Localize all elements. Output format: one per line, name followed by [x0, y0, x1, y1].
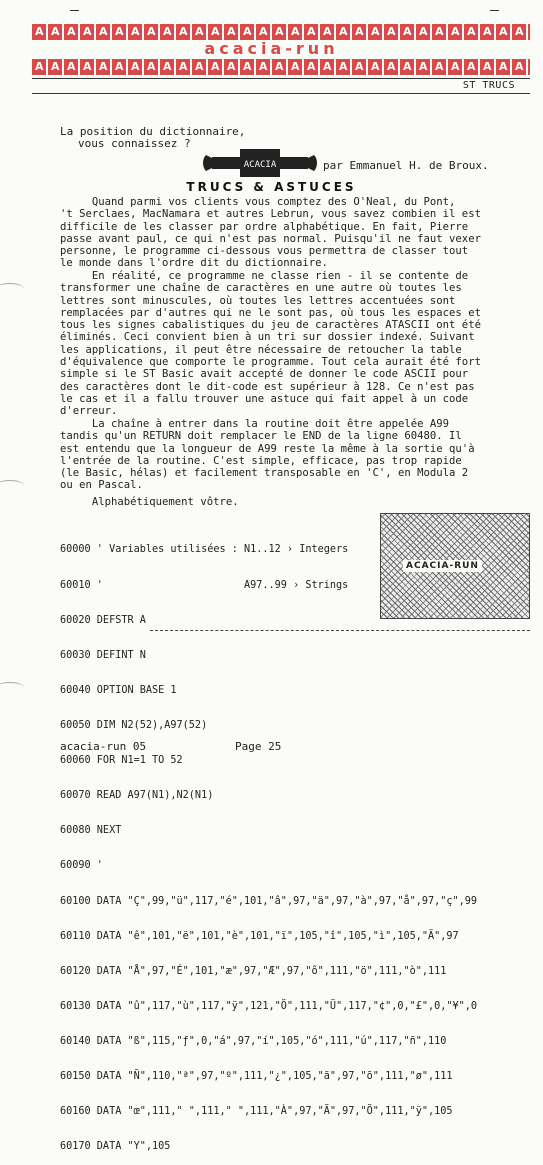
band-motif-icon: A [83, 60, 92, 73]
band-motif-icon: A [275, 60, 284, 73]
band-motif-icon: A [419, 60, 428, 73]
top-tick-right [490, 10, 499, 11]
band-motif-icon: A [467, 60, 476, 73]
header-pattern-band-bottom [32, 59, 540, 75]
code-line: 60070 READ A97(N1),N2(N1) [60, 790, 214, 802]
paragraph-line: éliminés. Ceci convient bien à un tri sur dossier indexé. Suivant [60, 331, 475, 344]
code-line: 60130 DATA "û",117,"ù",117,"ÿ",121,"Ö",111,"Ü",117,"¢",0,"£",0,"¥",0 [60, 1000, 478, 1012]
band-motif-icon: A [179, 60, 188, 73]
paragraph-line: ou en Pascal. [60, 479, 143, 492]
header-rule-bottom [32, 93, 530, 94]
paragraph-line: transformer une chaîne de caractères en une autre où toutes les [60, 282, 462, 295]
listing-separator [150, 630, 530, 631]
wrench-logo-icon [200, 145, 320, 181]
paragraph-line: le cas et il a fallu trouver une astuce qui fait appel à un code [60, 392, 469, 405]
masthead-title: acacia-run [204, 39, 339, 58]
band-motif-icon: A [515, 25, 524, 38]
paragraph-4 [60, 496, 510, 508]
band-motif-icon: A [67, 25, 76, 38]
paragraph-line: En réalité, ce programme ne classe rien - il se contente de [60, 270, 469, 282]
byline: par Emmanuel H. de Broux. [323, 159, 489, 172]
band-motif-icon: A [323, 25, 332, 38]
code-line: 60120 DATA "Å",97,"É",101,"æ",97,"Æ",97,"ô",111,"ö",111,"ò",111 [60, 965, 447, 977]
band-motif-icon: A [243, 60, 252, 73]
band-motif-icon: A [227, 60, 236, 73]
paragraph-2 [60, 270, 510, 418]
paragraph-line: d'équivalence que comporte le programme. Tout cela aurait été fort [60, 356, 481, 369]
band-motif-icon: A [243, 25, 252, 38]
logo-text: ACACIA [243, 160, 277, 170]
band-motif-icon: A [195, 25, 204, 38]
band-motif-icon: A [35, 25, 44, 38]
band-motif-icon: A [99, 25, 108, 38]
code-line: 60110 DATA "ê",101,"ë",101,"è",101,"ï",105,"î",105,"ì",105,"Ä",97 [60, 930, 459, 942]
band-motif-icon: A [355, 25, 364, 38]
code-line: 60170 DATA "Y",105 [60, 1141, 171, 1153]
band-motif-icon: A [307, 25, 316, 38]
paragraph-line: d'erreur. [60, 405, 118, 418]
code-line: 60050 DIM N2(52),A97(52) [60, 719, 208, 731]
band-motif-icon: A [35, 60, 44, 73]
margin-hole-mark [0, 682, 24, 693]
band-motif-icon: A [371, 60, 380, 73]
band-motif-icon: A [259, 60, 268, 73]
code-line: 60040 OPTION BASE 1 [60, 684, 177, 696]
band-motif-icon: A [67, 60, 76, 73]
paragraph-line: 't Serclaes, MacNamara et autres Lebrun, vous savez combien il est [60, 208, 481, 221]
paragraph-line: est entendu que la longueur de A99 reste la même à la sortie qu'à [60, 442, 475, 455]
band-motif-icon: A [131, 25, 140, 38]
paragraph-line: le monde dans l'ordre dit du dictionnaire. [60, 257, 328, 270]
band-motif-icon: A [163, 60, 172, 73]
band-motif-icon: A [339, 25, 348, 38]
paragraph-line: les applications, il peut être nécessaire de retoucher la table [60, 343, 462, 356]
band-motif-icon: A [419, 25, 428, 38]
band-motif-icon: A [435, 25, 444, 38]
band-motif-icon: A [451, 25, 460, 38]
paragraph-line: Quand parmi vos clients vous comptez des O'Neal, du Pont, [60, 196, 456, 208]
band-motif-icon: A [435, 60, 444, 73]
paragraph-line: passe avant paul, ce qui n'est pas normal. Puisqu'il ne faut vexer [60, 232, 481, 245]
band-motif-icon: A [275, 25, 284, 38]
band-motif-icon: A [179, 25, 188, 38]
band-motif-icon: A [291, 25, 300, 38]
band-motif-icon: A [147, 25, 156, 38]
band-motif-icon: A [115, 60, 124, 73]
band-motif-icon: A [259, 25, 268, 38]
article-headline: TRUCS & ASTUCES [186, 180, 357, 194]
paragraph-1 [60, 196, 510, 270]
header-rule-top [32, 78, 530, 79]
code-line: 60000 ' Variables utilisées : N1..12 › Integers [60, 544, 349, 556]
code-line: 60010 ' A97..99 › Strings [60, 579, 349, 591]
code-line: 60100 DATA "Ç",99,"ü",117,"é",101,"â",97,"ä",97,"à",97,"å",97,"ç",99 [60, 895, 478, 907]
acacia-run-illustration [380, 513, 530, 619]
illustration-label: ACACIA-RUN [403, 560, 482, 572]
paragraph-line: l'entrée de la routine. C'est simple, efficace, pas trop rapide [60, 454, 462, 467]
paragraph-line: difficile de les classer par ordre alphabétique. En fait, Pierre [60, 220, 469, 233]
band-motif-icon: A [499, 25, 508, 38]
band-motif-icon: A [99, 60, 108, 73]
top-tick-left [70, 10, 79, 11]
band-motif-icon: A [163, 25, 172, 38]
footer-page-number: Page 25 [235, 740, 282, 753]
paragraph-line: remplacées par d'autres qui ne le sont pas, où tous les espaces et [60, 306, 481, 319]
paragraph-line: personne, le programme ci-dessous vous permettra de classer tout [60, 245, 469, 258]
code-line: 60160 DATA "œ",111," ",111," ",111,"À",97,"Ã",97,"Õ",111,"ÿ",105 [60, 1106, 453, 1118]
band-motif-icon: A [483, 25, 492, 38]
margin-hole-mark [0, 480, 24, 491]
paragraph-line: tandis qu'un RETURN doit remplacer le END de la ligne 60480. Il [60, 430, 462, 443]
code-line: 60060 FOR N1=1 TO 52 [60, 755, 183, 767]
band-motif-icon: A [51, 25, 60, 38]
header-pattern-band-top [32, 24, 540, 40]
section-label: ST TRUCS [462, 80, 515, 91]
paragraph-line: La chaîne à entrer dans la routine doit être appelée A99 [60, 418, 450, 430]
code-line: 60090 ' [60, 860, 103, 872]
margin-hole-mark [0, 283, 24, 294]
band-motif-icon: A [499, 60, 508, 73]
band-motif-icon: A [195, 60, 204, 73]
intro-line-2: vous connaissez ? [78, 137, 191, 150]
paragraph-line: (le Basic, hélas) et facilement transposable en 'C', en Modula 2 [60, 467, 469, 480]
band-motif-icon: A [51, 60, 60, 73]
band-motif-icon: A [483, 60, 492, 73]
band-motif-icon: A [531, 25, 540, 38]
band-motif-icon: A [403, 25, 412, 38]
band-motif-icon: A [403, 60, 412, 73]
footer-publication: acacia-run 05 [60, 740, 147, 753]
code-line: 60140 DATA "ß",115,"ƒ",0,"á",97,"í",105,"ó",111,"ú",117,"ñ",110 [60, 1035, 447, 1047]
band-motif-icon: A [291, 60, 300, 73]
code-line: 60080 NEXT [60, 825, 122, 837]
band-motif-icon: A [83, 25, 92, 38]
paragraph-line: Alphabétiquement vôtre. [60, 496, 239, 508]
paragraph-line: lettres sont minuscules, où toutes les lettres accentuées sont [60, 294, 456, 307]
band-motif-icon: A [339, 60, 348, 73]
band-motif-icon: A [387, 25, 396, 38]
band-motif-icon: A [355, 60, 364, 73]
band-motif-icon: A [147, 60, 156, 73]
paragraph-line: des caractères dont le dit-code est supérieur à 128. Ce n'est pas [60, 380, 475, 393]
intro-line-1: La position du dictionnaire, [60, 125, 246, 138]
band-motif-icon: A [515, 60, 524, 73]
band-motif-icon: A [531, 60, 540, 73]
band-motif-icon: A [371, 25, 380, 38]
code-line: 60030 DEFINT N [60, 649, 146, 661]
band-motif-icon: A [211, 25, 220, 38]
band-motif-icon: A [387, 60, 396, 73]
code-line: 60150 DATA "Ñ",110,"ª",97,"º",111,"¿",105,"ã",97,"õ",111,"ø",111 [60, 1071, 453, 1083]
band-motif-icon: A [451, 60, 460, 73]
band-motif-icon: A [115, 25, 124, 38]
band-motif-icon: A [323, 60, 332, 73]
band-motif-icon: A [131, 60, 140, 73]
band-motif-icon: A [211, 60, 220, 73]
code-line: 60020 DEFSTR A [60, 614, 146, 626]
band-motif-icon: A [227, 25, 236, 38]
paragraph-line: simple si le ST Basic avait accepté de donner le code ASCII pour [60, 368, 469, 381]
paragraph-3 [60, 418, 510, 492]
band-motif-icon: A [307, 60, 316, 73]
band-motif-icon: A [467, 25, 476, 38]
paragraph-line: tous les signes cabalistiques du jeu de caractères ATASCII ont été [60, 319, 481, 332]
